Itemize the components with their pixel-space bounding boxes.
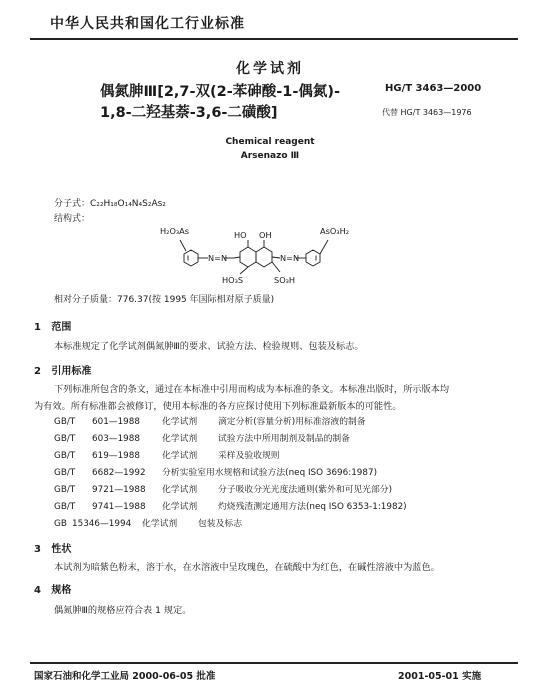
naphthalene-left-ring (240, 247, 256, 267)
struct-azo-right: N=N (280, 253, 300, 263)
reference-row (54, 414, 366, 427)
section-1-text: 本标准规定了化学试剂偶氮胂Ⅲ的要求、试验方法、检验规则、包装及标志。 (54, 341, 364, 352)
ref-title: 分子吸收分光光度法通则(紫外和可见光部分) (218, 485, 393, 495)
section-4-heading (34, 581, 71, 596)
ref-number: 619—1988 (92, 451, 140, 461)
section-3-title: 性状 (51, 544, 72, 555)
approval-line: 国家石油和化学工业局 2000-06-05 批准 (34, 671, 216, 682)
ref-code: GB/T (54, 417, 76, 427)
ref-number: 6682—1992 (92, 468, 146, 478)
structure-label: 结构式： (54, 214, 91, 224)
section-1-number: 1 (34, 322, 41, 333)
ref-title: 试验方法中所用制剂及制品的制备 (218, 434, 350, 444)
section-4-text: 偶氮胂Ⅲ的规格应符合表 1 规定。 (54, 605, 192, 616)
section-2-number: 2 (34, 366, 41, 377)
english-title-1: Chemical reagent (225, 137, 315, 147)
section-3-number: 3 (34, 544, 41, 555)
structural-formula (160, 226, 400, 286)
ref-code: GB/T (54, 451, 76, 461)
ref-code: GB/T (54, 468, 76, 478)
struct-left-arsonic: H₂O₃As (160, 226, 190, 236)
ref-number: 603—1988 (92, 434, 140, 444)
ref-number: 15346—1994 (72, 519, 132, 529)
reference-row (54, 499, 407, 512)
implementation-date: 2001-05-01 实施 (398, 671, 482, 682)
reference-row (54, 516, 242, 529)
standard-header: 中华人民共和国化工行业标准 (50, 16, 245, 32)
ref-title: 滴定分析(容量分析)用标准溶液的制备 (218, 417, 366, 427)
ref-category: 化学试剂 (142, 519, 178, 529)
left-benzene-ring (184, 250, 198, 266)
struct-so3h-right: SO₃H (274, 275, 296, 285)
section-2-heading (34, 362, 91, 377)
molecular-formula (54, 196, 166, 209)
section-3-text: 本试剂为暗紫色粉末，溶于水，在水溶液中呈玫瑰色，在硫酸中为红色，在碱性溶液中为蓝色。 (54, 562, 440, 573)
reference-row (54, 448, 280, 461)
right-benzene-ring (306, 250, 320, 266)
ref-code: GB/T (54, 502, 76, 512)
doc-title-line1: 化学试剂 (236, 61, 304, 77)
reference-row (54, 482, 392, 495)
section-2-text-line1: 下列标准所包含的条文，通过在本标准中引用而构成为本标准的条文。本标准出版时，所示版本均 (54, 384, 450, 395)
section-2-text-line2: 为有效。所有标准都会被修订，使用本标准的各方应探讨使用下列标准最新版本的可能性。 (34, 401, 402, 412)
ref-number: 9741—1988 (92, 502, 146, 512)
section-2-title: 引用标准 (51, 366, 92, 377)
section-4-number: 4 (34, 585, 41, 596)
section-1-heading (34, 318, 71, 333)
struct-so3h-left: HO₃S (222, 275, 244, 285)
ref-code: GB/T (54, 485, 76, 495)
ref-title: 灼烧残渣测定通用方法(neq ISO 6353-1:1982) (218, 502, 407, 512)
struct-oh: OH (259, 230, 272, 240)
standard-number: HG/T 3463—2000 (385, 83, 482, 94)
ref-title: 包装及标志 (198, 519, 242, 529)
header-rule (30, 38, 518, 40)
reference-row (54, 465, 377, 478)
ref-category: 化学试剂 (162, 434, 198, 444)
ref-category: 化学试剂 (162, 417, 198, 427)
struct-right-arsonic: AsO₃H₂ (320, 226, 350, 236)
naphthalene-right-ring (256, 247, 272, 267)
ref-category: 化学试剂 (162, 451, 198, 461)
ref-title: 采样及验收规则 (218, 451, 280, 461)
formula-value: C₂₂H₁₈O₁₄N₄S₂As₂ (90, 199, 166, 209)
english-title-2: Arsenazo Ⅲ (240, 151, 300, 161)
ref-code: GB (54, 519, 67, 529)
ref-category: 化学试剂 (162, 502, 198, 512)
struct-ho: HO (234, 230, 247, 240)
ref-code: GB/T (54, 434, 76, 444)
footer-rule (30, 662, 518, 664)
formula-label: 分子式： (54, 199, 91, 209)
ref-title: 分析实验室用水规格和试验方法(neq ISO 3696:1987) (162, 468, 378, 478)
section-1-title: 范围 (51, 322, 72, 333)
doc-title-line3: 1,8-二羟基萘-3,6-二磺酸] (100, 105, 278, 121)
doc-title-line2: 偶氮胂Ⅲ[2,7-双(2-苯砷酸-1-偶氮)- (100, 84, 341, 100)
struct-azo-left: N=N (208, 253, 228, 263)
ref-number: 9721—1988 (92, 485, 146, 495)
relative-molecular-mass: 相对分子质量：776.37(按 1995 年国际相对原子质量) (54, 295, 275, 305)
section-4-title: 规格 (51, 585, 72, 596)
ref-category: 化学试剂 (162, 485, 198, 495)
replaces-note: 代替 HG/T 3463—1976 (382, 108, 472, 117)
ref-number: 601—1988 (92, 417, 140, 427)
reference-row (54, 431, 350, 444)
section-3-heading (34, 540, 71, 555)
